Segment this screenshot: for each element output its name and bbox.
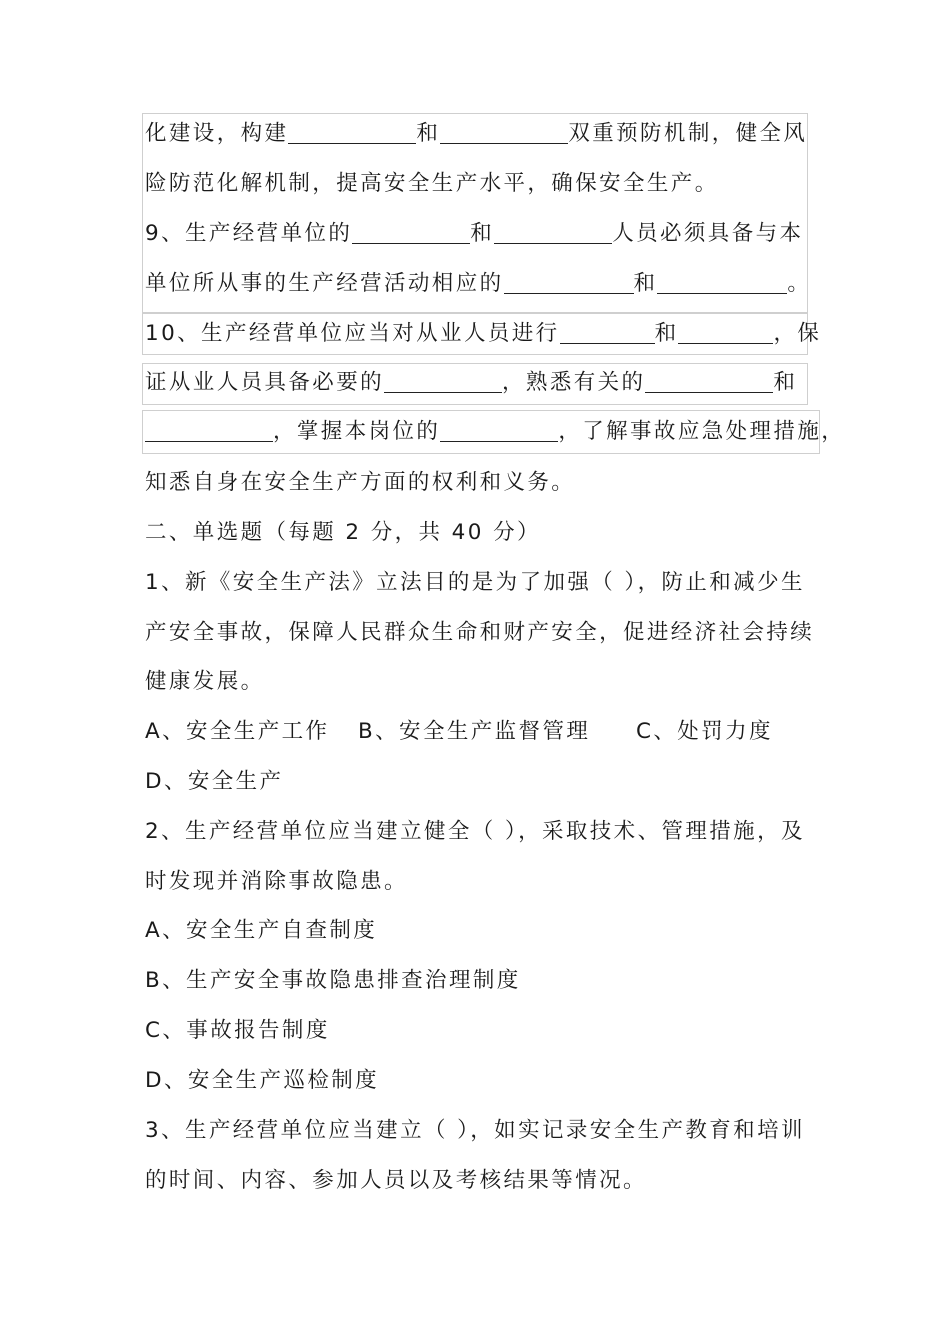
answer-blank[interactable] bbox=[440, 117, 568, 144]
option-c[interactable]: C、事故报告制度 bbox=[145, 1018, 330, 1043]
q9-text-b: 和 bbox=[470, 221, 495, 246]
q10-text-b: 和 bbox=[654, 321, 679, 346]
option-c[interactable]: C、处罚力度 bbox=[636, 719, 773, 744]
q10-text-e: ，熟悉有关的 bbox=[502, 370, 646, 395]
question-text: 的时间、内容、参加人员以及考核结果等情况。 bbox=[145, 1168, 647, 1193]
q10-line-2 bbox=[145, 363, 797, 403]
q8-text-b: 和 bbox=[416, 121, 441, 146]
answer-blank[interactable] bbox=[440, 415, 558, 442]
question-text: 健康发展。 bbox=[145, 669, 265, 694]
q8-text-c: 双重预防机制，健全风 bbox=[568, 121, 808, 146]
option-d[interactable]: D、安全生产巡检制度 bbox=[145, 1068, 380, 1093]
q8-text-a: 化建设，构建 bbox=[145, 121, 289, 146]
q10-text-f: 和 bbox=[773, 370, 798, 395]
option-b[interactable]: B、生产安全事故隐患排查治理制度 bbox=[145, 968, 521, 993]
q8-line-1 bbox=[145, 114, 807, 154]
option-d[interactable]: D、安全生产 bbox=[145, 769, 284, 794]
q9-line-1 bbox=[145, 214, 803, 254]
q9-text-f: 。 bbox=[787, 271, 812, 296]
answer-blank[interactable] bbox=[645, 366, 773, 393]
q8-text-line2: 险防范化解机制，提高安全生产水平，确保安全生产。 bbox=[145, 171, 719, 196]
answer-blank[interactable] bbox=[288, 117, 416, 144]
section-heading: 二、单选题（每题 2 分，共 40 分） bbox=[145, 520, 541, 545]
q10-line-1 bbox=[145, 314, 821, 354]
answer-blank[interactable] bbox=[494, 217, 612, 244]
option-a[interactable]: A、安全生产工作 bbox=[145, 719, 330, 744]
answer-blank[interactable] bbox=[352, 217, 470, 244]
answer-blank[interactable] bbox=[384, 366, 502, 393]
q9-text-d: 单位所从事的生产经营活动相应的 bbox=[145, 271, 504, 296]
option-a[interactable]: A、安全生产自查制度 bbox=[145, 918, 378, 943]
q8-line-2 bbox=[145, 164, 719, 204]
question-text: 3、生产经营单位应当建立（ ），如实记录安全生产教育和培训 bbox=[145, 1118, 805, 1143]
q9-text-e: 和 bbox=[633, 271, 658, 296]
q9-line-2 bbox=[145, 264, 811, 304]
answer-blank[interactable] bbox=[145, 415, 273, 442]
q10-text-h: ，了解事故应急处理措施， bbox=[558, 419, 846, 444]
question-text: 1、新《安全生产法》立法目的是为了加强（ ），防止和减少生 bbox=[145, 570, 805, 595]
question-text: 产安全事故，保障人民群众生命和财产安全，促进经济社会持续 bbox=[145, 620, 815, 645]
answer-blank[interactable] bbox=[560, 317, 655, 344]
q9-text-a: 9、生产经营单位的 bbox=[145, 221, 353, 246]
answer-blank[interactable] bbox=[657, 267, 787, 294]
answer-blank[interactable] bbox=[678, 317, 773, 344]
q10-text-a: 10、生产经营单位应当对从业人员进行 bbox=[145, 321, 560, 346]
q10-text-line4: 知悉自身在安全生产方面的权利和义务。 bbox=[145, 470, 576, 495]
answer-blank[interactable] bbox=[504, 267, 634, 294]
q10-text-d: 证从业人员具备必要的 bbox=[145, 370, 385, 395]
q10-text-g: ，掌握本岗位的 bbox=[273, 419, 441, 444]
q9-text-c: 人员必须具备与本 bbox=[612, 221, 804, 246]
question-text: 2、生产经营单位应当建立健全（ ），采取技术、管理措施，及 bbox=[145, 819, 805, 844]
option-b[interactable]: B、安全生产监督管理 bbox=[358, 719, 591, 744]
q10-line-4 bbox=[145, 463, 575, 503]
q10-text-c: ，保 bbox=[773, 321, 822, 346]
q10-line-3 bbox=[145, 412, 845, 452]
question-text: 时发现并消除事故隐患。 bbox=[145, 869, 408, 894]
